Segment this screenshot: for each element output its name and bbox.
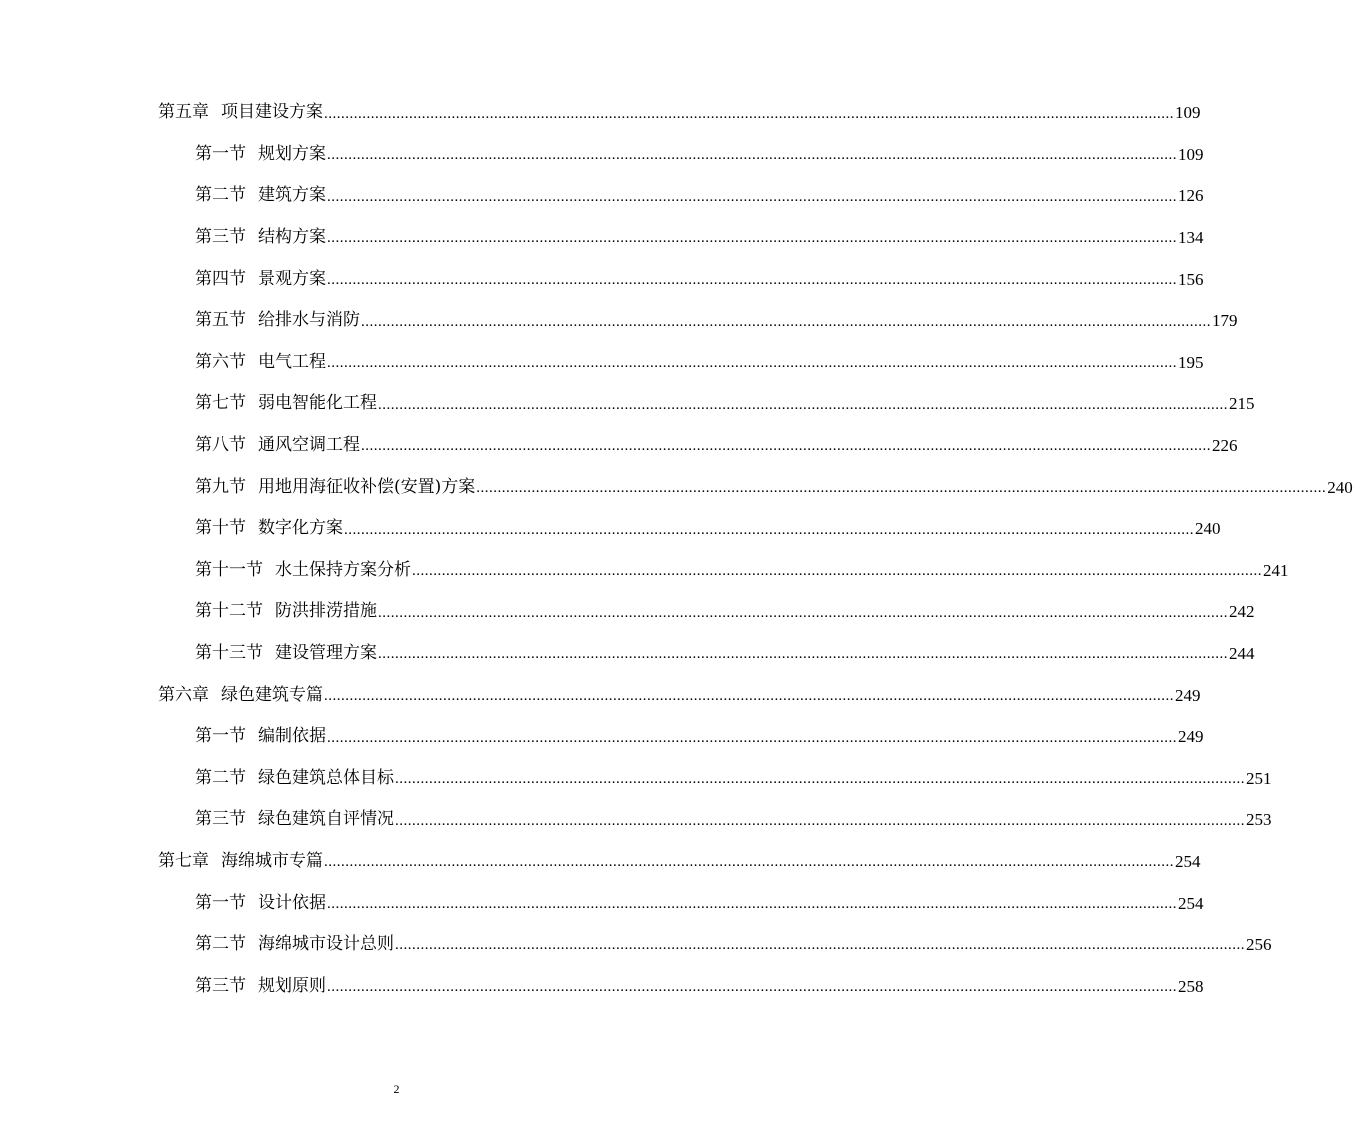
toc-entry-title: 数字化方案 — [258, 518, 343, 539]
toc-entry-number: 第七章 — [158, 850, 209, 871]
toc-entry-page: 134 — [1178, 228, 1204, 248]
toc-entry-number: 第十二节 — [195, 601, 263, 622]
toc-entry-section[interactable] — [0, 550, 1289, 592]
toc-entry-number: 第二节 — [195, 767, 246, 788]
toc-entry-section[interactable] — [0, 716, 1204, 758]
toc-entry-title: 规划原则 — [258, 975, 326, 996]
toc-entry-number: 第一节 — [195, 143, 246, 164]
toc-leader-dots: ........................................................................................................................................................................................................ — [344, 521, 1194, 538]
toc-entry-page: 251 — [1246, 768, 1272, 788]
toc-entry-number: 第二节 — [195, 185, 246, 206]
toc-entry-number: 第二节 — [195, 934, 246, 955]
toc-entry-title: 给排水与消防 — [258, 310, 360, 331]
toc-entry-title: 绿色建筑总体目标 — [258, 767, 394, 788]
toc-entry-page: 179 — [1212, 311, 1238, 331]
toc-entry-title: 海绵城市设计总则 — [258, 934, 394, 955]
toc-leader-dots: ........................................................................................................................................................................................................ — [361, 313, 1211, 330]
toc-leader-dots: ........................................................................................................................................................................................................ — [327, 147, 1177, 164]
toc-entry-title: 绿色建筑专篇 — [221, 684, 323, 705]
toc-entry-page: 249 — [1175, 685, 1201, 705]
toc-entry-page: 249 — [1178, 727, 1204, 747]
toc-entry-page: 254 — [1175, 851, 1201, 871]
toc-leader-dots: ........................................................................................................................................................................................................ — [395, 812, 1245, 829]
toc-leader-dots: ........................................................................................................................................................................................................ — [395, 937, 1245, 954]
toc-entry-section[interactable] — [0, 134, 1204, 176]
toc-entry-section[interactable] — [0, 466, 1353, 508]
toc-entry-title: 防洪排涝措施 — [275, 601, 377, 622]
toc-entry-section[interactable] — [0, 633, 1255, 675]
page-number: 2 — [393, 1082, 400, 1096]
toc-entry-page: 156 — [1178, 269, 1204, 289]
toc-entry-title: 海绵城市专篇 — [221, 850, 323, 871]
toc-entry-section[interactable] — [0, 258, 1204, 300]
toc-entry-number: 第六节 — [195, 351, 246, 372]
toc-leader-dots: ........................................................................................................................................................................................................ — [324, 105, 1174, 122]
toc-entry-number: 第十节 — [195, 518, 246, 539]
toc-entry-section[interactable] — [0, 342, 1204, 384]
toc-leader-dots: ........................................................................................................................................................................................................ — [412, 563, 1262, 580]
toc-entry-section[interactable] — [0, 965, 1204, 1007]
toc-leader-dots: ........................................................................................................................................................................................................ — [378, 646, 1228, 663]
toc-entry-page: 241 — [1263, 560, 1289, 580]
toc-leader-dots: ........................................................................................................................................................................................................ — [476, 479, 1327, 496]
toc-entry-title: 结构方案 — [258, 227, 326, 248]
toc-leader-dots: ........................................................................................................................................................................................................ — [327, 355, 1177, 372]
table-of-contents — [0, 92, 1353, 1007]
toc-entry-title: 绿色建筑自评情况 — [258, 809, 394, 830]
toc-entry-title: 弱电智能化工程 — [258, 393, 377, 414]
toc-leader-dots: ........................................................................................................................................................................................................ — [361, 438, 1211, 455]
toc-leader-dots: ........................................................................................................................................................................................................ — [378, 604, 1228, 621]
toc-entry-section[interactable] — [0, 383, 1255, 425]
toc-entry-chapter[interactable] — [0, 674, 1201, 716]
toc-entry-section[interactable] — [0, 300, 1238, 342]
toc-entry-page: 256 — [1246, 935, 1272, 955]
toc-entry-title: 用地用海征收补偿(安置)方案 — [258, 476, 476, 497]
toc-entry-title: 通风空调工程 — [258, 435, 360, 456]
toc-entry-chapter[interactable] — [0, 92, 1201, 134]
toc-entry-number: 第七节 — [195, 393, 246, 414]
toc-entry-section[interactable] — [0, 799, 1272, 841]
toc-leader-dots: ........................................................................................................................................................................................................ — [327, 230, 1177, 247]
toc-entry-number: 第六章 — [158, 684, 209, 705]
toc-entry-page: 195 — [1178, 352, 1204, 372]
toc-entry-chapter[interactable] — [0, 841, 1201, 883]
toc-entry-number: 第三节 — [195, 975, 246, 996]
toc-entry-title: 编制依据 — [258, 726, 326, 747]
toc-entry-title: 电气工程 — [258, 351, 326, 372]
toc-entry-section[interactable] — [0, 175, 1204, 217]
toc-entry-title: 规划方案 — [258, 143, 326, 164]
toc-entry-number: 第三节 — [195, 227, 246, 248]
toc-entry-number: 第五章 — [158, 102, 209, 123]
toc-leader-dots: ........................................................................................................................................................................................................ — [395, 771, 1245, 788]
toc-entry-page: 240 — [1195, 519, 1221, 539]
toc-leader-dots: ........................................................................................................................................................................................................ — [327, 895, 1177, 912]
toc-entry-title: 建筑方案 — [258, 185, 326, 206]
toc-leader-dots: ........................................................................................................................................................................................................ — [327, 188, 1177, 205]
toc-entry-number: 第十一节 — [195, 559, 263, 580]
toc-leader-dots: ........................................................................................................................................................................................................ — [327, 729, 1177, 746]
toc-entry-page: 126 — [1178, 186, 1204, 206]
toc-entry-section[interactable] — [0, 425, 1238, 467]
toc-entry-section[interactable] — [0, 217, 1204, 259]
toc-entry-number: 第九节 — [195, 476, 246, 497]
toc-entry-number: 第五节 — [195, 310, 246, 331]
toc-entry-title: 景观方案 — [258, 268, 326, 289]
toc-entry-page: 258 — [1178, 976, 1204, 996]
toc-leader-dots: ........................................................................................................................................................................................................ — [378, 396, 1228, 413]
toc-entry-number: 第四节 — [195, 268, 246, 289]
toc-entry-page: 226 — [1212, 436, 1238, 456]
toc-entry-number: 第三节 — [195, 809, 246, 830]
toc-entry-section[interactable] — [0, 758, 1272, 800]
toc-entry-page: 253 — [1246, 810, 1272, 830]
toc-entry-number: 第一节 — [195, 726, 246, 747]
toc-leader-dots: ........................................................................................................................................................................................................ — [324, 687, 1174, 704]
toc-entry-number: 第十三节 — [195, 643, 263, 664]
toc-leader-dots: ........................................................................................................................................................................................................ — [324, 854, 1174, 871]
toc-entry-title: 设计依据 — [258, 892, 326, 913]
toc-entry-page: 244 — [1229, 644, 1255, 664]
toc-entry-section[interactable] — [0, 591, 1255, 633]
toc-entry-title: 建设管理方案 — [275, 643, 377, 664]
toc-entry-page: 109 — [1178, 144, 1204, 164]
toc-entry-section[interactable] — [0, 882, 1204, 924]
toc-entry-page: 242 — [1229, 602, 1255, 622]
toc-entry-section[interactable] — [0, 508, 1221, 550]
toc-entry-section[interactable] — [0, 924, 1272, 966]
toc-leader-dots: ........................................................................................................................................................................................................ — [327, 979, 1177, 996]
toc-entry-title: 项目建设方案 — [221, 102, 323, 123]
toc-entry-number: 第一节 — [195, 892, 246, 913]
toc-entry-page: 215 — [1229, 394, 1255, 414]
toc-entry-number: 第八节 — [195, 435, 246, 456]
toc-entry-page: 109 — [1175, 103, 1201, 123]
toc-entry-title: 水土保持方案分析 — [275, 559, 411, 580]
toc-entry-page: 254 — [1178, 893, 1204, 913]
toc-leader-dots: ........................................................................................................................................................................................................ — [327, 271, 1177, 288]
toc-entry-page: 240 — [1327, 477, 1353, 497]
